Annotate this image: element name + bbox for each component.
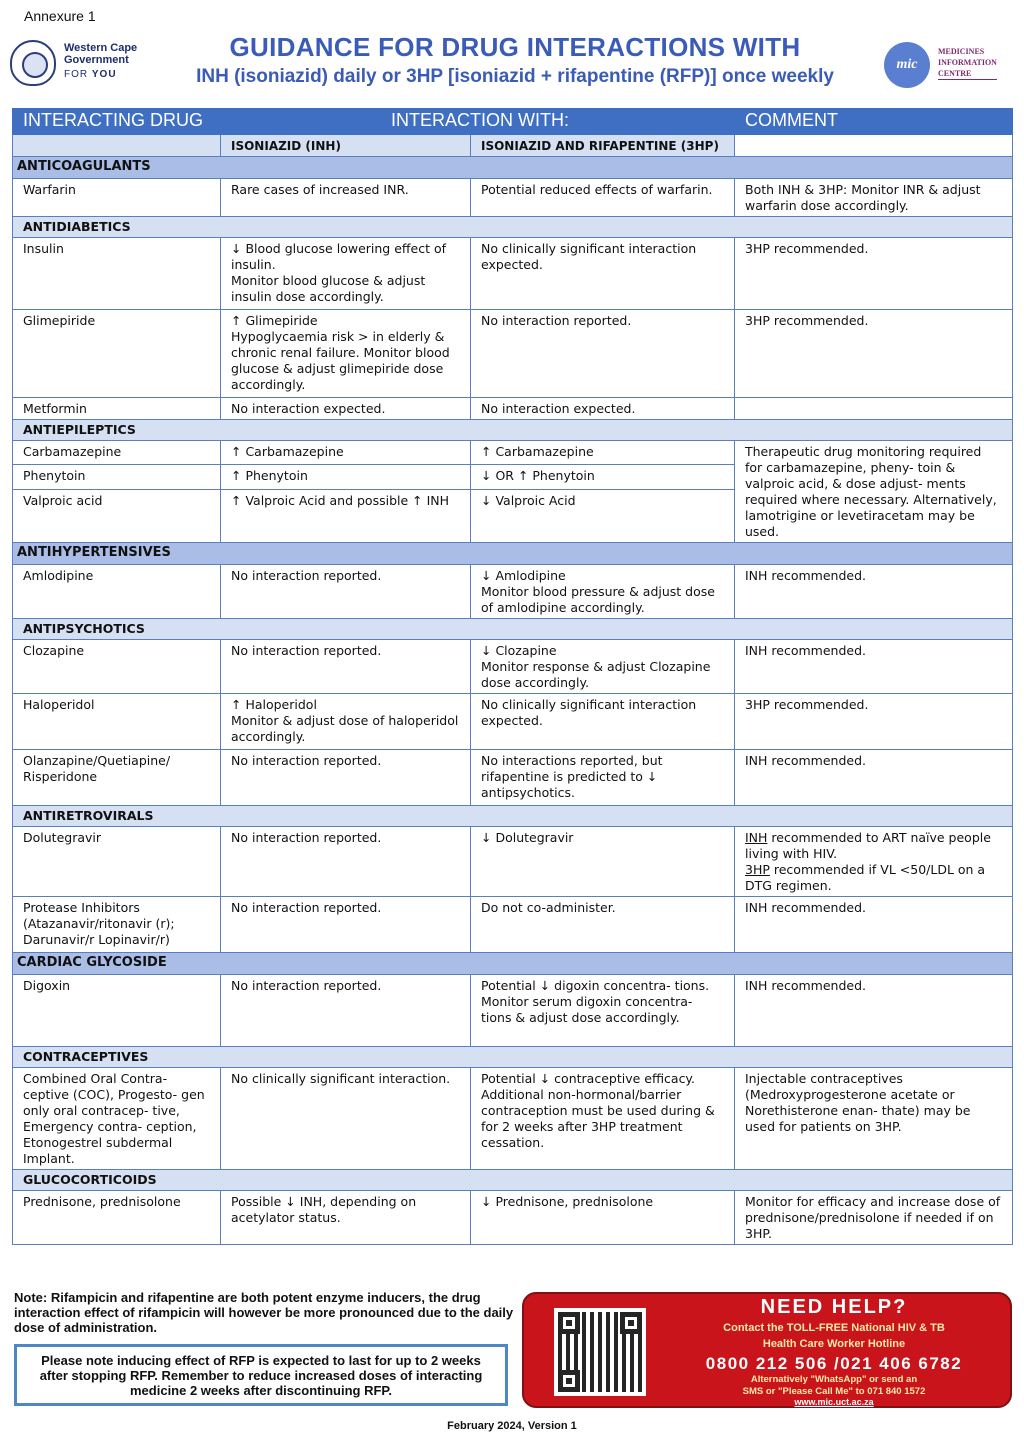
table-row — [13, 398, 1013, 420]
logo-you: YOU — [91, 69, 117, 80]
hp-cell: ↑ Carbamazepine — [471, 441, 735, 465]
mic-line3: CENTRE — [938, 69, 972, 78]
hp-cell: ↓ Dolutegravir — [471, 827, 735, 897]
comment-cell: 3HP recommended. — [735, 694, 1013, 750]
hp-cell — [471, 565, 735, 619]
hp-cell: Potential ↓ digoxin concentra- tions. Monitor serum digoxin concentra- tions & adjust dose accordingly. — [471, 975, 735, 1047]
table-row — [13, 179, 1013, 217]
hp-text-2: Monitor blood pressure & adjust dose of amlodipine accordingly. — [481, 584, 715, 615]
hp-cell: ↓ Valproic Acid — [471, 489, 735, 542]
col-header-comment: COMMENT — [735, 109, 1013, 135]
table-row — [13, 897, 1013, 953]
drug-name: Protease Inhibitors (Atazanavir/ritonavir (r); Darunavir/r Lopinavir/r) — [13, 897, 221, 953]
subhead-3hp: ISONIAZID AND RIFAPENTINE (3HP) — [471, 135, 735, 157]
hp-cell: No interaction reported. — [471, 310, 735, 398]
drug-name: Amlodipine — [13, 565, 221, 619]
drug-name: Insulin — [13, 238, 221, 310]
table-row — [13, 694, 1013, 750]
page-title: GUIDANCE FOR DRUG INTERACTIONS WITH — [229, 32, 801, 62]
mic-icon: mic — [884, 42, 930, 88]
category-glucocorticoids: GLUCOCORTICOIDS — [13, 1170, 1013, 1191]
logo-line2: Government — [64, 54, 129, 66]
comment-cell: INH recommended. — [735, 897, 1013, 953]
interaction-table — [12, 108, 1013, 1245]
help-line4: SMS or "Please Call Me" to 071 840 1572 — [742, 1386, 926, 1397]
comment-cell: INH recommended. — [735, 565, 1013, 619]
hp-text: ↓ Clozapine — [481, 643, 557, 658]
inh-cell: No interaction reported. — [221, 565, 471, 619]
mic-logo — [884, 42, 1014, 88]
table-row — [13, 750, 1013, 806]
crest-icon — [10, 40, 56, 86]
drug-name: Combined Oral Contra- ceptive (COC), Progesto- gen only oral contracep- tive, Emergency contra- ception, Etonogestrel subdermal Implant. — [13, 1068, 221, 1170]
help-title: NEED HELP? — [760, 1296, 908, 1318]
col-header-interaction: INTERACTION WITH: — [221, 109, 735, 135]
category-cardiac: CARDIAC GLYCOSIDE — [13, 953, 1013, 975]
drug-name: Dolutegravir — [13, 827, 221, 897]
inh-cell: No interaction expected. — [221, 398, 471, 420]
comment-cell: Monitor for efficacy and increase dose of prednisone/prednisolone if needed if on 3HP. — [735, 1191, 1013, 1245]
rfp-box-note: Please note inducing effect of RFP is expected to last for up to 2 weeks after stopping RFP. Remember to reduce increased doses of interacting medicine 2 weeks after discontinuing RFP. — [14, 1344, 508, 1406]
hp-cell: ↓ Prednisone, prednisolone — [471, 1191, 735, 1245]
inh-cell: ↑ Phenytoin — [221, 465, 471, 489]
category-antiepileptics: ANTIEPILEPTICS — [13, 420, 1013, 441]
mic-line2: INFORMATION — [938, 58, 997, 67]
annexure-label: Annexure 1 — [24, 8, 96, 24]
drug-name: Clozapine — [13, 640, 221, 694]
table-row — [13, 1068, 1013, 1170]
drug-name: Valproic acid — [13, 489, 221, 542]
drug-name: Carbamazepine — [13, 441, 221, 465]
drug-name: Prednisone, prednisolone — [13, 1191, 221, 1245]
comment-text: recommended to ART naïve people living with HIV. — [745, 830, 991, 861]
table-row — [13, 640, 1013, 694]
inh-cell: Rare cases of increased INR. — [221, 179, 471, 217]
mic-line1: MEDICINES — [938, 47, 985, 56]
subhead-blank-2 — [735, 135, 1013, 157]
inh-text-2: Hypoglycaemia risk > in elderly & chronic renal failure. Monitor blood glucose & adjust glimepiride dose accordingly. — [231, 329, 450, 392]
comment-cell: 3HP recommended. — [735, 310, 1013, 398]
help-panel — [522, 1292, 1012, 1408]
comment-key-inh: INH — [745, 830, 768, 845]
logo-for: FOR — [64, 69, 89, 80]
category-antihypertensives: ANTIHYPERTENSIVES — [13, 543, 1013, 565]
comment-cell: Injectable contraceptives (Medroxyprogesterone acetate or Norethisterone enan- thate) may be used for patients on 3HP. — [735, 1068, 1013, 1170]
hp-cell: No interactions reported, but rifapentine is predicted to ↓ antipsychotics. — [471, 750, 735, 806]
inh-cell: No interaction reported. — [221, 975, 471, 1047]
category-contraceptives: CONTRACEPTIVES — [13, 1047, 1013, 1068]
hp-cell: No clinically significant interaction expected. — [471, 694, 735, 750]
help-line3: Alternatively "WhatsApp" or send an — [750, 1374, 918, 1385]
rifampicin-note: Note: Rifampicin and rifapentine are both potent enzyme inducers, the drug interaction effect of rifampicin will however be more pronounced due to the daily dose of administration. — [14, 1290, 514, 1335]
comment-cell: INH recommended. — [735, 750, 1013, 806]
table-row — [13, 975, 1013, 1047]
hp-text-2: Monitor response & adjust Clozapine dose accordingly. — [481, 659, 711, 690]
inh-text-2: Monitor & adjust dose of haloperidol accordingly. — [231, 713, 459, 744]
inh-cell — [221, 238, 471, 310]
comment-key-3hp: 3HP — [745, 862, 770, 877]
inh-cell: No interaction reported. — [221, 827, 471, 897]
inh-text: ↑ Haloperidol — [231, 697, 317, 712]
comment-cell: INH recommended. — [735, 640, 1013, 694]
table-row — [13, 827, 1013, 897]
inh-text: ↓ Blood glucose lowering effect of insulin. — [231, 241, 446, 272]
table-row — [13, 238, 1013, 310]
category-antidiabetics: ANTIDIABETICS — [13, 217, 1013, 238]
comment-cell: Both INH & 3HP: Monitor INR & adjust warfarin dose accordingly. — [735, 179, 1013, 217]
hp-cell — [471, 640, 735, 694]
table-row — [13, 441, 1013, 465]
comment-text: recommended if VL <50/LDL on a DTG regimen. — [745, 862, 986, 893]
page-subtitle: INH (isoniazid) daily or 3HP [isoniazid + rifapentine (RFP)] once weekly — [196, 66, 834, 87]
qr-code-icon — [554, 1308, 646, 1396]
logo-line1: Western Cape — [64, 42, 138, 54]
inh-cell: No interaction reported. — [221, 897, 471, 953]
drug-name: Digoxin — [13, 975, 221, 1047]
drug-name: Glimepiride — [13, 310, 221, 398]
table-row — [13, 310, 1013, 398]
help-line2: Health Care Worker Hotline — [762, 1338, 906, 1350]
table-row — [13, 1191, 1013, 1245]
help-url-link[interactable]: www.mic.uct.ac.za — [794, 1397, 874, 1407]
hp-cell: Do not co-administer. — [471, 897, 735, 953]
inh-cell: Possible ↓ INH, depending on acetylator status. — [221, 1191, 471, 1245]
drug-name: Haloperidol — [13, 694, 221, 750]
hp-text: ↓ Amlodipine — [481, 568, 566, 583]
table-row — [13, 565, 1013, 619]
comment-cell: INH recommended. — [735, 975, 1013, 1047]
col-header-drug: INTERACTING DRUG — [13, 109, 221, 135]
hp-cell: Potential ↓ contraceptive efficacy. Additional non-hormonal/barrier contraception must be used during & for 2 weeks after 3HP treatment cessation. — [471, 1068, 735, 1170]
drug-name: Phenytoin — [13, 465, 221, 489]
hp-cell: ↓ OR ↑ Phenytoin — [471, 465, 735, 489]
inh-cell: No interaction reported. — [221, 640, 471, 694]
category-anticoagulants: ANTICOAGULANTS — [13, 157, 1013, 179]
drug-name: Warfarin — [13, 179, 221, 217]
inh-cell: ↑ Carbamazepine — [221, 441, 471, 465]
hp-cell: No clinically significant interaction expected. — [471, 238, 735, 310]
inh-cell: No clinically significant interaction. — [221, 1068, 471, 1170]
subhead-blank — [13, 135, 221, 157]
drug-name: Metformin — [13, 398, 221, 420]
category-antiretrovirals: ANTIRETROVIRALS — [13, 806, 1013, 827]
subhead-inh: ISONIAZID (INH) — [221, 135, 471, 157]
inh-cell — [221, 310, 471, 398]
drug-name: Olanzapine/Quetiapine/ Risperidone — [13, 750, 221, 806]
inh-cell: No interaction reported. — [221, 750, 471, 806]
hp-cell: Potential reduced effects of warfarin. — [471, 179, 735, 217]
comment-cell — [735, 398, 1013, 420]
inh-cell: ↑ Valproic Acid and possible ↑ INH — [221, 489, 471, 542]
comment-cell: Therapeutic drug monitoring required for carbamazepine, pheny- toin & valproic acid, & dose adjust- ments required where necessary. Alternatively, lamotrigine or levetiracetam may be used. — [735, 441, 1013, 543]
hp-cell: No interaction expected. — [471, 398, 735, 420]
help-phone: 0800 212 506 /021 406 6782 — [705, 1354, 963, 1373]
inh-text-2: Monitor blood glucose & adjust insulin dose accordingly. — [231, 273, 426, 304]
inh-cell — [221, 694, 471, 750]
inh-text: ↑ Glimepiride — [231, 313, 318, 328]
category-antipsychotics: ANTIPSYCHOTICS — [13, 619, 1013, 640]
comment-cell — [735, 827, 1013, 897]
comment-cell: 3HP recommended. — [735, 238, 1013, 310]
footer-version: February 2024, Version 1 — [447, 1420, 577, 1432]
help-line1: Contact the TOLL-FREE National HIV & TB — [723, 1322, 945, 1334]
